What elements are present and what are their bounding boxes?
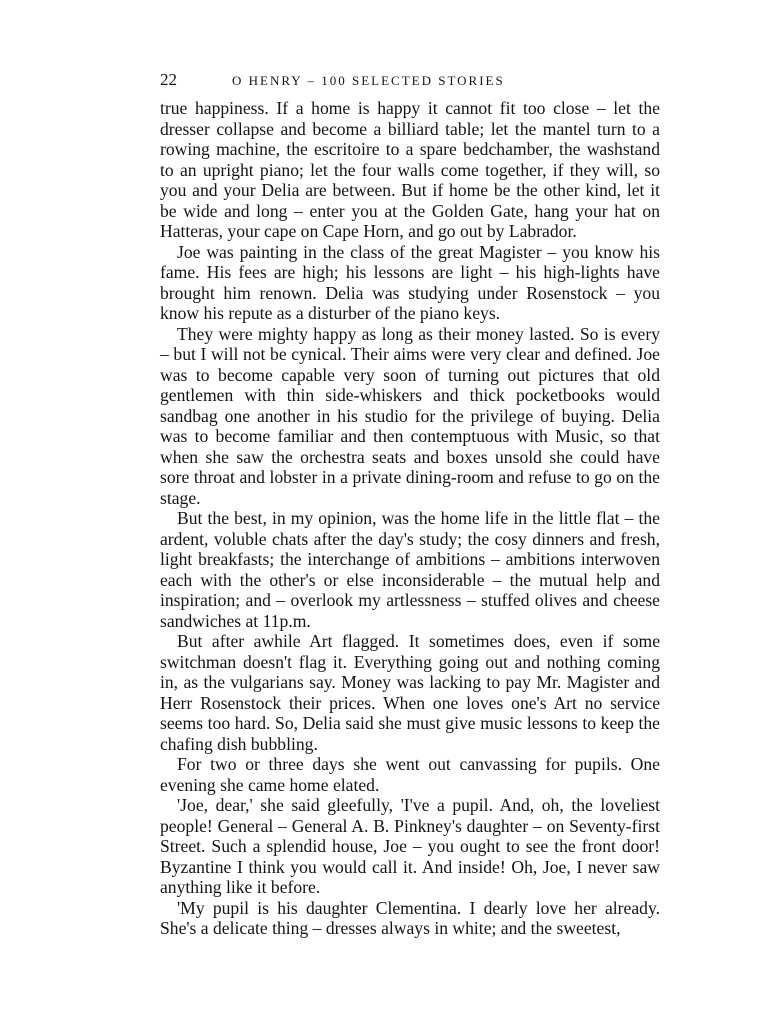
page-header (160, 70, 660, 94)
running-head: O HENRY – 100 SELECTED STORIES (232, 73, 505, 88)
paragraph: But the best, in my opinion, was the home life in the little flat – the ardent, voluble chats after the day's study; the cosy dinners and fresh, light breakfasts; the interchange of ambitions – ambitions interwoven each with the other's or else inconsiderable – the mutual help and inspiration; and – overlook my artlessness – stuffed olives and cheese sandwiches at 11p.m. (160, 508, 660, 631)
paragraph: For two or three days she went out canvassing for pupils. One evening she came home elated. (160, 754, 660, 795)
story-text (160, 98, 660, 939)
paragraph: 'Joe, dear,' she said gleefully, 'I've a pupil. And, oh, the loveliest people! General – General A. B. Pinkney's daughter – on Seventy-first Street. Such a splendid house, Joe – you ought to see the front door! Byzantine I think you would call it. And inside! Oh, Joe, I never saw anything like it before. (160, 795, 660, 897)
paragraph: They were mighty happy as long as their money lasted. So is every – but I will not be cynical. Their aims were very clear and defined. Joe was to become capable very soon of turning out pictures that old gentlemen with thin side-whiskers and thick pocketbooks would sandbag one another in his studio for the privilege of buying. Delia was to become familiar and then contemptuous with Music, so that when she saw the orchestra seats and boxes unsold she could have sore throat and lobster in a private dining-room and refuse to go on the stage. (160, 323, 660, 508)
paragraph: But after awhile Art flagged. It sometimes does, even if some switchman doesn't flag it. Everything going out and nothing coming in, as the vulgarians say. Money was lacking to pay Mr. Magister and Herr Rosenstock their prices. When one loves one's Art no service seems too hard. So, Delia said she must give music lessons to keep the chafing dish bubbling. (160, 631, 660, 754)
book-page (160, 70, 660, 939)
paragraph: 'My pupil is his daughter Clementina. I dearly love her already. She's a delicate thing – dresses always in white; and the sweetest, (160, 897, 660, 938)
paragraph: Joe was painting in the class of the great Magister – you know his fame. His fees are high; his lessons are light – his high-lights have brought him renown. Delia was studying under Rosenstock – you know his repute as a disturber of the piano keys. (160, 241, 660, 323)
paragraph: true happiness. If a home is happy it cannot fit too close – let the dresser collapse and become a billiard table; let the mantel turn to a rowing machine, the escritoire to a spare bedchamber, the washstand to an upright piano; let the four walls come together, if they will, so you and your Delia are between. But if home be the other kind, let it be wide and long – enter you at the Golden Gate, hang your hat on Hatteras, your cape on Cape Horn, and go out by Labrador. (160, 98, 660, 241)
page-number: 22 (160, 70, 177, 89)
